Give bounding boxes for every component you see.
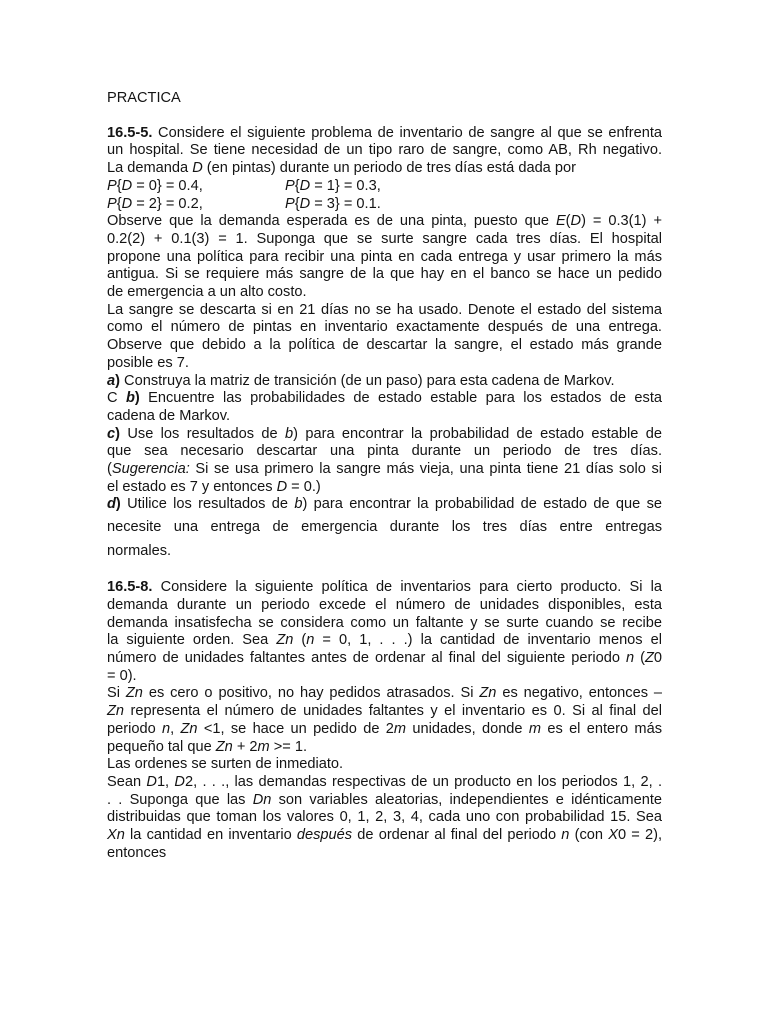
paragraph-line: posible es 7.: [107, 354, 189, 371]
text: (con: [569, 827, 609, 844]
paragraph-line: Observe que la demanda esperada es de una pinta, puesto que E(D) = 0.3(1) +: [107, 213, 662, 230]
text: = 0} = 0.4,: [132, 177, 203, 194]
emphasis: después: [296, 827, 353, 844]
variable: D: [299, 195, 311, 212]
paragraph-line: [107, 827, 662, 845]
text: = 2} = 0.2,: [132, 195, 203, 212]
paragraph-line: Observe que debido a la política de descartar la sangre, el estado más grande: [107, 337, 662, 354]
variable: b: [294, 496, 303, 513]
text: ) para encontrar la probabilidad de estado estable de: [293, 425, 662, 442]
text: unidades, donde: [406, 720, 529, 737]
variable: Zn: [107, 703, 125, 720]
paragraph-line: [107, 792, 662, 810]
text: (: [107, 461, 112, 478]
text: 2, . . ., las demandas respectivas de un producto en los periodos 1, 2, .: [184, 773, 662, 790]
problem-16-5-8: [107, 579, 662, 862]
variable: D: [121, 195, 133, 212]
variable: Dn: [252, 791, 272, 808]
variable: Zn: [125, 685, 143, 702]
variable: D: [276, 478, 288, 495]
paragraph-line: [107, 160, 662, 178]
variable: P: [285, 177, 295, 194]
document-page: [107, 90, 662, 862]
variable: D: [146, 773, 157, 790]
paragraph-line: entonces: [107, 844, 167, 861]
paragraph-line: = 0).: [107, 667, 137, 684]
probability-item: [285, 178, 381, 196]
text: Considere el siguiente problema de inventario de sangre al que se enfrenta: [152, 124, 662, 141]
paragraph-line: propone una política para recibir una pinta en cada entrega y usar primero la más: [107, 248, 662, 265]
variable: m: [257, 738, 270, 755]
question-label: a: [107, 372, 116, 389]
paragraph-line: [107, 703, 662, 721]
paragraph-line: normales.: [107, 543, 172, 560]
text: Construya la matriz de transición (de un paso) para esta cadena de Markov.: [120, 372, 615, 389]
text: Considere la siguiente política de inventarios para cierto producto. Si la: [152, 579, 662, 596]
paragraph-line: de emergencia a un alto costo.: [107, 284, 307, 301]
text: Use los resultados de: [120, 425, 285, 442]
problem-number: 16.5-8.: [107, 579, 153, 596]
text: 0: [653, 649, 662, 666]
problem-number: 16.5-5.: [107, 124, 153, 141]
variable: n: [162, 720, 171, 737]
text: {: [116, 177, 122, 194]
page-title: PRACTICA: [107, 90, 181, 106]
variable: P: [107, 195, 117, 212]
text: (en pintas) durante un periodo de tres días está dada por: [202, 160, 576, 177]
paragraph-line: 0.2(2) + 0.1(3) = 1. Suponga que se surte sangre cada tres días. El hospital: [107, 230, 662, 247]
text: son variables aleatorias, independientes e idénticamente: [271, 791, 662, 808]
variable: X: [608, 827, 618, 844]
text: la cantidad en inventario: [124, 827, 297, 844]
text: <1, se hace un pedido de 2: [197, 720, 394, 737]
text: = 1} = 0.3,: [310, 177, 381, 194]
text: Utilice los resultados de: [120, 496, 295, 513]
text: es el entero más: [541, 720, 662, 737]
paragraph-line: un hospital. Se tiene necesidad de un tipo raro de sangre, como AB, Rh negativo.: [107, 142, 662, 159]
text: periodo: [107, 720, 162, 737]
text: ,: [170, 720, 181, 737]
text: Encuentre las probabilidades de estado estable para los estados de esta: [139, 390, 663, 407]
variable: D: [192, 160, 203, 177]
variable: n: [306, 632, 315, 649]
hint-label: Sugerencia:: [111, 461, 190, 478]
probability-item: [107, 196, 285, 214]
variable: b: [285, 425, 294, 442]
variable: n: [561, 827, 570, 844]
variable: Zn: [180, 720, 198, 737]
paragraph-line: como el número de pintas en inventario exactamente después de una entrega.: [107, 319, 662, 336]
variable: Zn: [215, 738, 233, 755]
text: >= 1.: [269, 738, 308, 755]
text: {: [116, 195, 122, 212]
text: = 0.): [287, 478, 321, 495]
paragraph-line: [107, 461, 662, 479]
variable: P: [107, 177, 117, 194]
text: el estado es 7 y entonces: [107, 478, 277, 495]
text: número de unidades faltantes antes de ordenar al final del siguiente periodo: [107, 649, 626, 666]
text: ) = 0.3(1) +: [581, 213, 662, 230]
variable: Zn: [479, 685, 497, 702]
probability-row: [107, 178, 662, 196]
text: = 0, 1, . . .) la cantidad de inventario menos el: [314, 632, 663, 649]
paragraph-line: demanda insatisfecha se considera como un faltante y se surte cuando se recibe: [107, 614, 662, 631]
question-d: d) Utilice los resultados de b) para encontrar la probabilidad de estado de que se: [107, 496, 662, 513]
variable: D: [174, 773, 185, 790]
variable: P: [285, 195, 295, 212]
paragraph-line: [107, 721, 662, 739]
text: (: [293, 632, 307, 649]
question-label: b: [125, 390, 135, 407]
probability-item: [285, 196, 381, 214]
question-a: a) Construya la matriz de transición (de un paso) para esta cadena de Markov.: [107, 372, 615, 389]
text: es negativo, entonces –: [496, 685, 663, 702]
probability-item: [107, 178, 285, 196]
paragraph-line: [107, 650, 662, 668]
paragraph-line: distribuidas que toman los valores 0, 1, 2, 3, 4, cada uno con probabilidad 15. Sea: [107, 809, 662, 826]
problem-16-5-5: [107, 125, 662, 562]
text: = 3} = 0.1.: [310, 195, 381, 212]
text: {: [294, 177, 300, 194]
paragraph-line: La sangre se descarta si en 21 días no se ha usado. Denote el estado del sistema: [107, 301, 662, 318]
paragraph-line: [107, 125, 662, 143]
variable: m: [528, 720, 542, 737]
spacer: [107, 562, 662, 579]
paragraph-line: necesite una entrega de emergencia durante los tres días entre entregas: [107, 519, 662, 536]
text: La demanda: [107, 160, 193, 177]
text: Si: [107, 685, 126, 702]
text: ) para encontrar la probabilidad de estado de que se: [302, 496, 662, 513]
variable: D: [570, 213, 582, 230]
paragraph-line: [107, 685, 662, 703]
text: de ordenar al final del periodo: [352, 827, 562, 844]
text: Sean: [107, 773, 147, 790]
probability-row: [107, 196, 662, 214]
text: es cero o positivo, no hay pedidos atrasados. Si: [142, 685, 480, 702]
paragraph-line: [107, 479, 662, 497]
variable: E: [555, 213, 566, 230]
paragraph-line: cadena de Markov.: [107, 407, 231, 424]
question-label: c: [107, 425, 116, 442]
paragraph-line: demanda durante un periodo excede el número de unidades disponibles, esta: [107, 596, 662, 613]
variable: D: [299, 177, 311, 194]
paragraph-line: [107, 774, 662, 792]
text: Observe que la demanda esperada es de una pinta, puesto que: [107, 213, 556, 230]
paragraph-line: que sea necesario descartar una pinta durante un periodo de tres días.: [107, 443, 662, 460]
text: 1,: [156, 773, 175, 790]
question-label: d: [107, 496, 116, 513]
variable: D: [121, 177, 133, 194]
text: (: [634, 649, 645, 666]
paragraph-line: antigua. Si se requiere más sangre de la que hay en el banco se hace un pedido: [107, 266, 662, 283]
text: {: [294, 195, 300, 212]
text: la siguiente orden. Sea: [107, 632, 277, 649]
text: representa el número de unidades faltantes y el inventario es 0. Si al final del: [124, 703, 662, 720]
text: pequeño tal que: [107, 738, 216, 755]
variable: n: [625, 649, 635, 666]
paragraph-line: [107, 632, 662, 650]
text: Si se usa primero la sangre más vieja, una pinta tiene 21 días solo si: [189, 461, 662, 478]
variable: m: [393, 720, 407, 737]
variable: Zn: [276, 632, 294, 649]
text: 0 = 2),: [617, 827, 662, 844]
variable: Z: [644, 649, 654, 666]
paragraph-line: [107, 739, 662, 757]
paragraph-line: Las ordenes se surten de inmediato.: [107, 756, 344, 773]
paragraph-line: [107, 579, 662, 597]
question-c: c) Use los resultados de b) para encontrar la probabilidad de estado estable de: [107, 425, 662, 442]
text: C: [107, 390, 126, 407]
question-b: C b) Encuentre las probabilidades de estado estable para los estados de esta: [107, 390, 663, 407]
text: + 2: [232, 738, 258, 755]
text: . . Suponga que las: [107, 791, 253, 808]
variable: Xn: [107, 827, 125, 844]
